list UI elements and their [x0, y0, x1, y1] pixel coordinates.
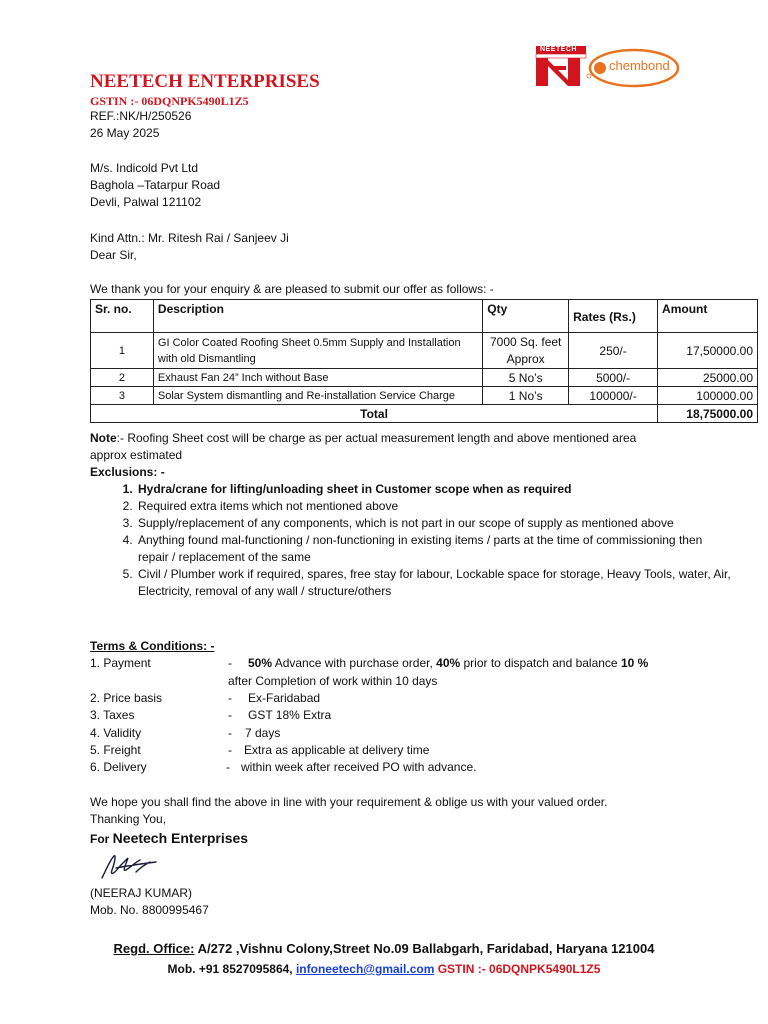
term-dash: - — [228, 656, 232, 670]
office-address: A/272 ,Vishnu Colony,Street No.09 Ballabgarh, Faridabad, Haryana 121004 — [194, 941, 655, 956]
for-company-name: Neetech Enterprises — [112, 830, 249, 846]
term-label: 3. Taxes — [90, 708, 135, 722]
logo-text-chembond: chembond — [609, 58, 670, 73]
row-rate: 5000/- — [569, 369, 658, 387]
footer-email-link[interactable]: infoneetech@gmail.com — [295, 962, 435, 976]
row-qty: 5 No’s — [483, 369, 569, 387]
term-dash: - — [228, 691, 232, 705]
logo-text-neetech: NEETECH — [540, 46, 577, 53]
term-value: Ex-Faridabad — [248, 691, 321, 705]
for-prefix: For — [90, 832, 113, 846]
table-header-row — [91, 300, 758, 333]
terms-title: Terms & Conditions: - — [90, 639, 215, 653]
exclusion-item: 1. Hydra/crane for lifting/unloading sheet in Customer scope when as required — [136, 481, 736, 498]
header-rates: Rates (Rs.) — [569, 300, 658, 333]
term-label: 6. Delivery — [90, 760, 147, 774]
note-text: :- Roofing Sheet cost will be charge as per actual measurement length and above mentioned area — [116, 431, 637, 445]
row-qty: 1 No’s — [483, 387, 569, 405]
term-value-payment-line-2: after Completion of work within 10 days — [228, 674, 438, 688]
row-qty — [483, 333, 569, 369]
term-value: 7 days — [245, 726, 281, 740]
row-rate: 250/- — [569, 333, 658, 369]
row-description-line: GI Color Coated Roofing Sheet 0.5mm Supply and Installation — [157, 336, 461, 349]
office-label: Regd. Office: — [113, 941, 195, 956]
term-dash: - — [228, 708, 232, 722]
term-value: within week after received PO with advance. — [241, 760, 477, 774]
exclusion-item: 3. Supply/replacement of any components, which is not part in our scope of supply as mentioned above — [136, 515, 736, 532]
term-value-payment — [248, 655, 648, 672]
footer-gstin: GSTIN :- 06DQNPK5490L1Z5 — [434, 962, 601, 976]
payment-percent-advance: 50% — [248, 656, 273, 670]
payment-percent-balance: 10 % — [620, 656, 649, 670]
header-qty: Qty — [483, 300, 569, 333]
row-amount: 25000.00 — [658, 369, 758, 387]
term-dash: - — [228, 743, 232, 757]
term-dash: - — [228, 726, 232, 740]
note-label: Note — [90, 431, 117, 445]
recipient-line-1: M/s. Indicold Pvt Ltd — [90, 161, 199, 175]
row-sr: 1 — [91, 333, 154, 369]
for-company — [90, 830, 248, 848]
term-label: 5. Freight — [90, 743, 141, 757]
signatory-name: (NEERAJ KUMAR) — [90, 886, 193, 900]
payment-percent-dispatch: 40% — [436, 656, 461, 670]
exclusions-title: Exclusions: - — [90, 465, 165, 479]
exclusion-item: 4. Anything found mal-functioning / non-functioning in existing items / parts at the time of commissioning then repair / replacement of the same — [136, 532, 736, 566]
total-amount: 18,75000.00 — [658, 405, 758, 423]
footer-office — [0, 941, 768, 956]
header-amount: Amount — [658, 300, 758, 333]
row-amount: 100000.00 — [658, 387, 758, 405]
intro-text: We thank you for your enquiry & are pleased to submit our offer as follows: - — [90, 282, 494, 296]
exclusions-list — [96, 481, 736, 600]
total-label: Total — [91, 405, 658, 423]
table-row — [91, 387, 758, 405]
row-description: Solar System dismantling and Re-installation Service Charge — [153, 387, 482, 405]
term-value: GST 18% Extra — [248, 708, 332, 722]
row-qty-line: Approx — [506, 351, 545, 366]
term-label: 2. Price basis — [90, 691, 163, 705]
row-sr: 3 — [91, 387, 154, 405]
payment-text: Advance with purchase order, — [272, 656, 437, 670]
row-qty-line: 7000 Sq. feet — [489, 334, 562, 349]
signature-image — [96, 850, 166, 882]
quotation-table — [90, 299, 758, 423]
closing-line-2: Thanking You, — [90, 812, 167, 826]
payment-text: prior to dispatch and balance — [460, 656, 621, 670]
company-logo — [534, 44, 684, 88]
total-row — [91, 405, 758, 423]
row-description — [153, 333, 482, 369]
signatory-mobile: Mob. No. 8800995467 — [90, 903, 209, 917]
note-line-2: approx estimated — [90, 448, 183, 462]
kind-attention: Kind Attn.: Mr. Ritesh Rai / Sanjeev Ji — [90, 231, 289, 245]
recipient-line-3: Devli, Palwal 121102 — [90, 195, 202, 209]
table-row — [91, 333, 758, 369]
reference-number: REF.:NK/H/250526 — [90, 109, 192, 123]
company-name: NEETECH ENTERPRISES — [90, 71, 320, 92]
header-sr-no: Sr. no. — [91, 300, 154, 333]
term-label: 4. Validity — [90, 726, 142, 740]
salutation: Dear Sir, — [90, 248, 137, 262]
term-value: Extra as applicable at delivery time — [244, 743, 430, 757]
header-description: Description — [153, 300, 482, 333]
closing-line-1: We hope you shall find the above in line with your requirement & oblige us with your valued order. — [90, 795, 608, 809]
row-description-line: with old Dismantling — [157, 352, 256, 365]
term-label-payment: 1. Payment — [90, 656, 151, 670]
exclusion-item: 2. Required extra items which not mentioned above — [136, 498, 736, 515]
note-line-1 — [90, 430, 636, 447]
row-rate: 100000/- — [569, 387, 658, 405]
row-description: Exhaust Fan 24” Inch without Base — [153, 369, 482, 387]
term-dash: - — [226, 760, 230, 774]
footer-contact — [0, 962, 768, 976]
row-amount: 17,50000.00 — [658, 333, 758, 369]
table-row — [91, 369, 758, 387]
header-gstin: GSTIN :- 06DQNPK5490L1Z5 — [90, 94, 249, 108]
footer-mobile: Mob. +91 8527095864, — [167, 962, 296, 976]
recipient-line-2: Baghola –Tatarpur Road — [90, 178, 221, 192]
letter-date: 26 May 2025 — [90, 126, 160, 140]
exclusion-item: 5. Civil / Plumber work if required, spares, free stay for labour, Lockable space for storage, Heavy Tools, water, Air, Electricity, removal of any wall / structure/others — [136, 566, 736, 600]
row-sr: 2 — [91, 369, 154, 387]
